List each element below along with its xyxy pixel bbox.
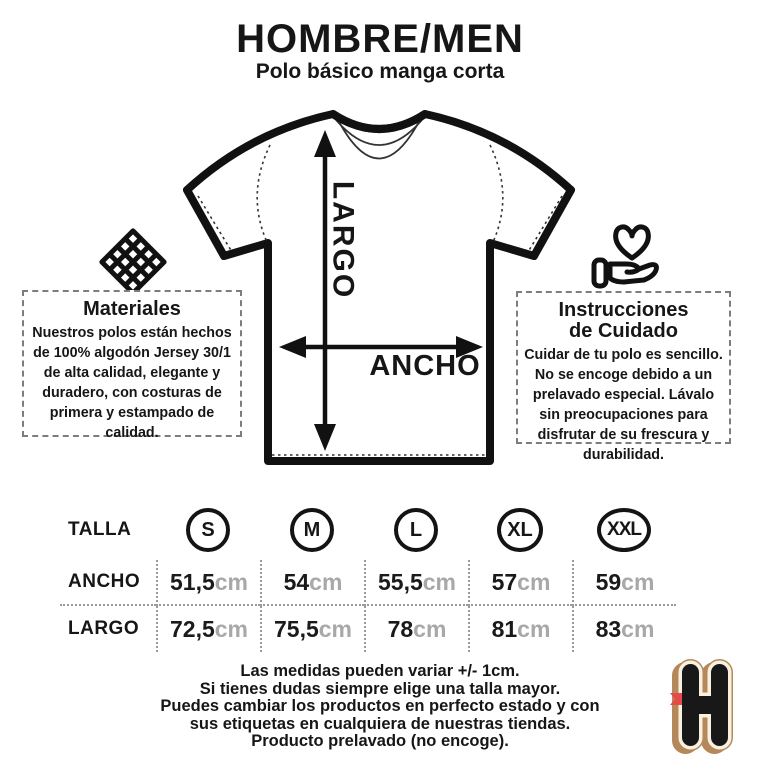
care-title (524, 300, 723, 342)
measurement-value: 83 (595, 615, 622, 642)
width-value-s (156, 560, 260, 606)
measurement-value: 59 (595, 568, 622, 595)
size-column-l (364, 500, 468, 560)
width-value-xl (468, 560, 572, 606)
measurement-unit: cm (517, 568, 551, 595)
length-value-m (260, 606, 364, 652)
fabric-weave-icon (97, 226, 169, 298)
care-title-line1: Instrucciones (558, 299, 689, 321)
size-table (60, 500, 676, 652)
heart-shape (616, 227, 649, 258)
width-row-label: ANCHO (60, 560, 156, 606)
measurement-value: 72,5 (169, 615, 215, 642)
measurement-unit: cm (214, 568, 248, 595)
size-badge-label: XL (507, 518, 533, 541)
measurement-unit: cm (621, 615, 655, 642)
width-label: ANCHO (369, 350, 481, 382)
size-column-s (156, 500, 260, 560)
measurement-value: 54 (283, 568, 310, 595)
measurement-value: 81 (491, 615, 518, 642)
hand-fingers (627, 269, 639, 272)
size-badge-m (290, 508, 334, 552)
measurement-unit: cm (517, 615, 551, 642)
materials-title: Materiales (83, 298, 181, 320)
materials-text: Nuestros polos están hechos de 100% algodón Jersey 30/1 de alta calidad, elegante y duradero, con costuras de primera y estampado de calidad. (32, 325, 232, 442)
page-title: HOMBRE/MEN (236, 17, 524, 61)
measurement-value: 55,5 (377, 568, 423, 595)
measurement-unit: cm (422, 568, 456, 595)
care-text: Cuidar de tu polo es sencillo. No se encoge debido a un prelavado especial. Lávalo sin preocupaciones para disfrutar de su frescura y durabilidad. (524, 347, 723, 464)
measurement-value: 78 (387, 615, 414, 642)
size-badge-label: XXL (607, 519, 641, 540)
care-box (516, 291, 731, 464)
length-value-xl (468, 606, 572, 652)
hand-cuff (594, 260, 606, 286)
size-badge-label: M (303, 518, 321, 541)
care-title-line2: de Cuidado (569, 320, 678, 343)
measurement-value: 57 (491, 568, 518, 595)
footer-line: sus etiquetas en cualquiera de nuestras tiendas. (189, 714, 571, 733)
length-value-l (364, 606, 468, 652)
measurement-unit: cm (309, 568, 343, 595)
length-row-label: LARGO (68, 618, 140, 639)
size-column-xxl (572, 500, 676, 560)
size-column-m (260, 500, 364, 560)
measurement-unit: cm (318, 615, 352, 642)
materials-box (22, 290, 242, 442)
size-badge-label: S (201, 518, 215, 541)
width-value-xxl (572, 560, 676, 606)
brand-logo (668, 650, 744, 760)
footer-line: Puedes cambiar los productos en perfecto estado y con (160, 697, 600, 716)
size-badge-l (394, 508, 438, 552)
size-badge-s (186, 508, 230, 552)
footer-notes (0, 663, 760, 751)
length-value-s (156, 606, 260, 652)
length-value-xxl (572, 606, 676, 652)
measurement-value: 51,5 (169, 568, 215, 595)
measurement-unit: cm (214, 615, 248, 642)
tshirt-outline (187, 114, 571, 461)
size-badge-xxl (597, 508, 651, 552)
page-subtitle: Polo básico manga corta (255, 60, 505, 83)
size-table-header-label: TALLA (68, 519, 132, 540)
hand-heart-icon (590, 212, 666, 290)
footer-line: Si tienes dudas siempre elige una talla mayor. (199, 679, 561, 698)
size-column-xl (468, 500, 572, 560)
size-badge-xl (497, 508, 543, 552)
width-value-l (364, 560, 468, 606)
width-value-m (260, 560, 364, 606)
footer-line: Producto prelavado (no encoge). (251, 732, 509, 751)
size-badge-label: L (409, 518, 423, 541)
footer-line: Las medidas pueden variar +/- 1cm. (240, 662, 520, 680)
measurement-unit: cm (413, 615, 447, 642)
measurement-unit: cm (621, 568, 655, 595)
length-label: LARGO (326, 180, 360, 300)
measurement-value: 75,5 (273, 615, 319, 642)
